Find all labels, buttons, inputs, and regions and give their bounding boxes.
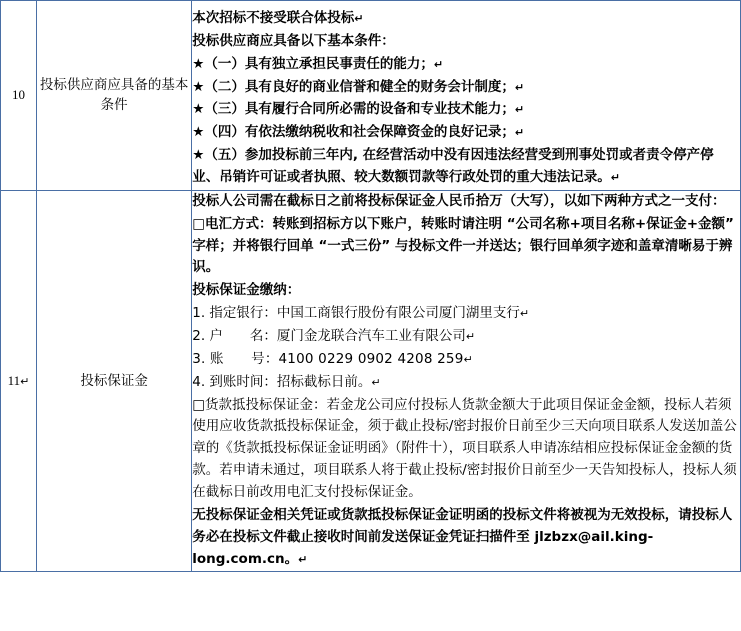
paragraph-mark-icon: ↵ <box>463 352 473 366</box>
row-label-text: 投标保证金 <box>80 372 148 389</box>
paragraph-mark-icon: ↵ <box>371 375 381 389</box>
body-line-text: 本次招标不接受联合体投标 <box>192 10 355 26</box>
body-line-text: ★（三）具有履行合同所必需的设备和专业技术能力； <box>192 101 515 118</box>
row-number-11 <box>1 190 37 572</box>
paragraph-mark-icon: ↵ <box>433 57 444 71</box>
body-line-text: 无投标保证金相关凭证或货款抵投标保证金证明函的投标文件将被视为无效投标，请投标人务必在投标文件截止接收时间前发送保证金凭证扫描件至 jlzbzx@ail.king-long.com.cn。 <box>192 506 733 567</box>
body-line <box>192 122 740 144</box>
paragraph-mark-icon: ↵ <box>465 330 476 344</box>
body-line <box>192 326 740 348</box>
body-line-text: 投标人公司需在截标日之前将投标保证金人民币拾万（大写），以如下两种方式之一支付： <box>192 192 726 209</box>
row-label-text: 投标供应商应具备的基本条件 <box>39 76 189 114</box>
body-line <box>192 191 740 213</box>
body-line-text: 投标保证金缴纳： <box>192 282 301 299</box>
body-line <box>192 54 740 76</box>
body-line <box>192 303 740 325</box>
body-line <box>192 214 740 280</box>
paragraph-mark-icon: ↵ <box>610 171 620 185</box>
body-line-text: ★（一）具有独立承担民事责任的能力； <box>192 55 434 72</box>
body-line <box>192 280 740 302</box>
table-row <box>1 190 741 572</box>
body-line-text: □电汇方式：转账到招标方以下账户，转账时请注明 “公司名称+项目名称+保证金+金额” 字样；并将银行回单 “一式三份” 与投标文件一并送达；银行回单须字迹和盖章清晰易于辨识。 <box>192 215 734 276</box>
body-line-text: □货款抵投标保证金：若金龙公司应付投标人货款金额大于此项目保证金金额，投标人若须使用应收货款抵投标保证金，须于截止投标/密封报价日前至少三天向项目联系人发送加盖公章的《货款抵投标保证金证明函》（附件十），项目联系人申请冻结相应投标保证金金额的货款。若申请未通过，项目联系人将于截止投标/密封报价日前至少一天告知投标人，投标人须在截标日前改用电汇支付投标保证金。 <box>192 396 737 501</box>
body-line <box>192 99 740 121</box>
body-line <box>192 8 740 30</box>
body-line-text: 1. 指定银行：中国工商银行股份有限公司厦门湖里支行 <box>192 305 520 322</box>
paragraph-mark-icon: ↵ <box>514 126 525 140</box>
body-line <box>192 145 740 189</box>
paragraph-mark-icon: ↵ <box>354 12 364 25</box>
row-label-bidder-basic-conditions <box>37 1 192 191</box>
paragraph-mark-icon: ↵ <box>298 552 308 566</box>
paragraph-mark-icon: ↵ <box>20 375 30 389</box>
paragraph-mark-icon: ↵ <box>514 103 525 117</box>
body-line <box>192 31 740 53</box>
body-line-text: 4. 到账时间：招标截标日前。 <box>192 373 372 390</box>
body-line <box>192 372 740 394</box>
body-line <box>192 77 740 99</box>
row-number-value: 11 <box>7 373 21 389</box>
body-line <box>192 505 740 571</box>
row-body-bid-bond <box>192 190 741 572</box>
body-line <box>192 349 740 371</box>
body-line-text: 2. 户 名：厦门金龙联合汽车工业有限公司 <box>192 328 466 345</box>
paragraph-mark-icon: ↵ <box>519 307 530 321</box>
body-line-text: ★（五）参加投标前三年内, 在经营活动中没有因违法经营受到刑事处罚或者责令停产停业、吊销许可证或者执照、较大数额罚款等行政处罚的重大违法记录。 <box>192 147 714 186</box>
row-body-bidder-basic-conditions <box>192 1 741 191</box>
body-line <box>192 395 740 504</box>
row-number-value: 10 <box>12 87 26 103</box>
paragraph-mark-icon: ↵ <box>514 80 525 94</box>
row-number-10 <box>1 1 37 191</box>
row-label-bid-bond <box>37 190 192 572</box>
body-line-text: ★（四）有依法缴纳税收和社会保障资金的良好记录； <box>192 124 515 141</box>
body-line-text: ★（二）具有良好的商业信誉和健全的财务会计制度； <box>192 78 515 95</box>
body-line-text: 投标供应商应具备以下基本条件： <box>192 32 395 49</box>
body-line-text: 3. 账 号：4100 0229 0902 4208 259 <box>192 350 464 367</box>
table-row <box>1 1 741 191</box>
